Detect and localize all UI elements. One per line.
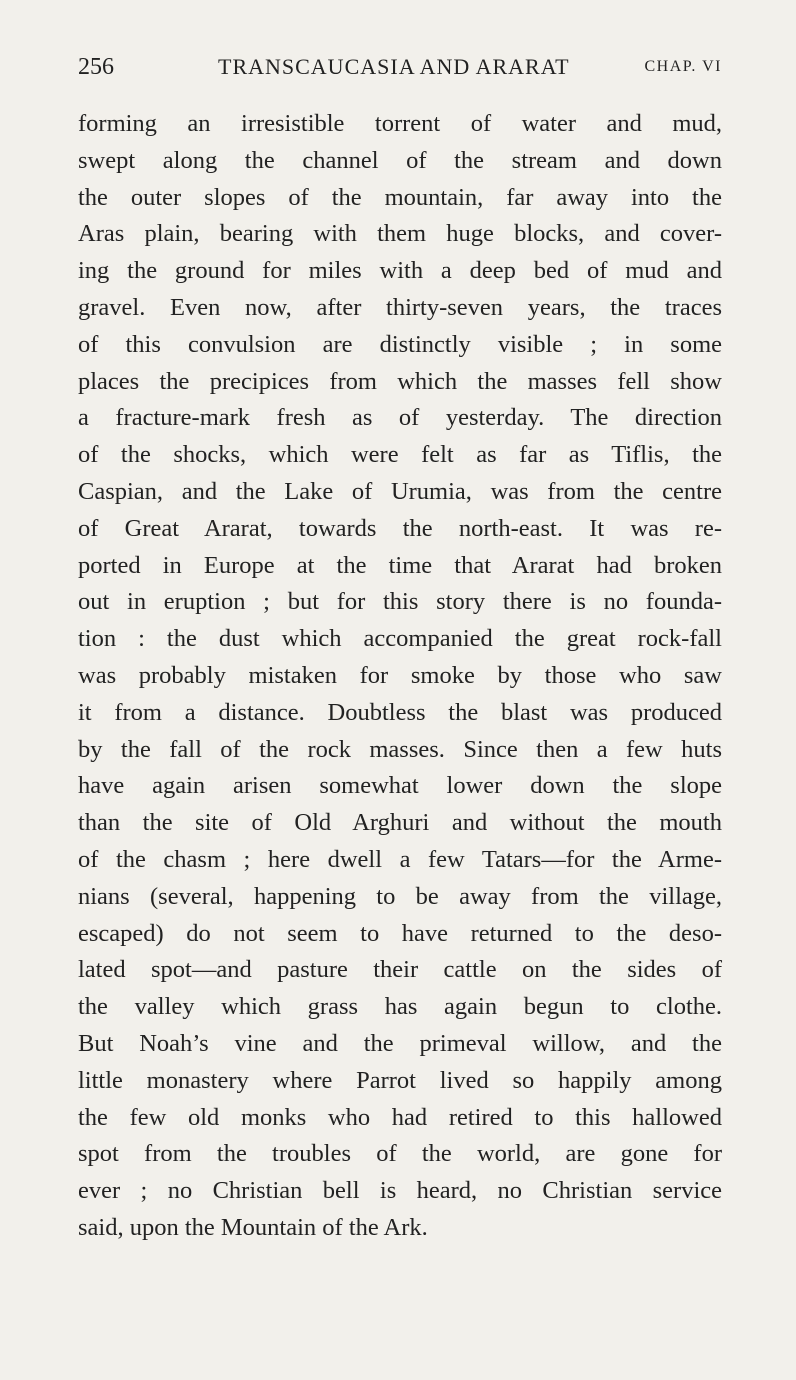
text-line: escaped) do not seem to have returned to the deso- xyxy=(78,919,722,947)
text-line: forming an irresistible torrent of water and mud, xyxy=(78,110,722,137)
body-text xyxy=(78,106,722,1247)
text-line: ever ; no Christian bell is heard, no Christian service xyxy=(78,1177,722,1205)
text-line: ing the ground for miles with a deep bed of mud and xyxy=(78,257,722,285)
text-line: swept along the channel of the stream and down xyxy=(78,146,722,174)
text-line: a fracture-mark fresh as of yesterday. The direction xyxy=(78,404,722,432)
text-line: lated spot—and pasture their cattle on the sides of xyxy=(78,956,722,984)
text-line: the outer slopes of the mountain, far away into the xyxy=(78,183,722,211)
text-line: of this convulsion are distinctly visible ; in some xyxy=(78,330,722,358)
text-line: of Great Ararat, towards the north-east. It was re- xyxy=(78,514,722,542)
text-line: said, upon the Mountain of the Ark. xyxy=(78,1213,428,1241)
text-line: nians (several, happening to be away from the village, xyxy=(78,882,722,910)
running-title: TRANSCAUCASIA AND ARARAT xyxy=(218,54,570,79)
chapter-label: CHAP. VI xyxy=(644,58,722,75)
text-line: out in eruption ; but for this story there is no founda- xyxy=(78,588,722,616)
text-line: it from a distance. Doubtless the blast was produced xyxy=(78,698,722,726)
text-line: tion : the dust which accompanied the great rock-fall xyxy=(78,625,722,653)
text-line: little monastery where Parrot lived so happily among xyxy=(78,1066,722,1094)
text-line: than the site of Old Arghuri and without the mouth xyxy=(78,809,722,837)
text-line: have again arisen somewhat lower down the slope xyxy=(78,772,722,800)
text-line: places the precipices from which the masses fell show xyxy=(78,367,722,395)
page-number: 256 xyxy=(78,54,114,80)
text-line: Aras plain, bearing with them huge blocks, and cover- xyxy=(78,220,722,248)
text-line: But Noah’s vine and the primeval willow, and the xyxy=(78,1029,722,1057)
text-line: by the fall of the rock masses. Since then a few huts xyxy=(78,735,722,763)
text-line: was probably mistaken for smoke by those who saw xyxy=(78,661,722,689)
text-line: spot from the troubles of the world, are gone for xyxy=(78,1140,722,1168)
text-line: the valley which grass has again begun to clothe. xyxy=(78,993,722,1021)
text-line: the few old monks who had retired to this hallowed xyxy=(78,1103,722,1131)
text-line: ported in Europe at the time that Ararat had broken xyxy=(78,551,722,579)
text-line: Caspian, and the Lake of Urumia, was from the centre xyxy=(78,477,722,505)
running-header xyxy=(78,50,722,84)
text-line: of the chasm ; here dwell a few Tatars—for the Arme- xyxy=(78,845,722,873)
text-line: of the shocks, which were felt as far as Tiflis, the xyxy=(78,441,722,469)
text-line: gravel. Even now, after thirty-seven years, the traces xyxy=(78,293,722,321)
